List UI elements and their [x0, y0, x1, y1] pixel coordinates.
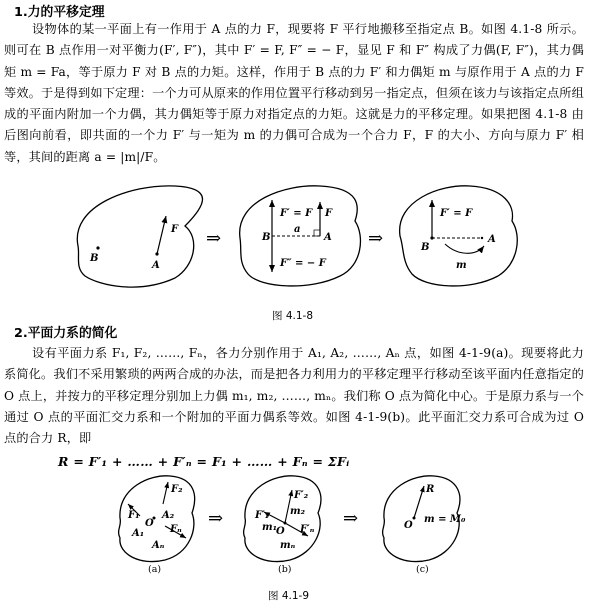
point-b: [96, 246, 99, 249]
label-f-double-prime: F″ = − F: [280, 258, 326, 269]
label-f: F: [325, 208, 333, 219]
section-1-paragraph: 设物体的某一平面上有一作用于 A 点的力 F，现要将 F 平行地搬移至指定点 B。如图 4.1-8 所示。则可在 B 点作用一对平衡力(F′, F″)，其中 F′ = F, F″ = − F，显见 F 和 F″ 构成了力偶(F, F″)，其力偶矩 m = Fa，等于原力 F 对 B 点的力矩。这样，作用于 B 点的力 F′ 和力偶矩 m 与原作用于 A 点的力 F 等效。于是得到如下定理：一个力可从原来的作用位置平行移动到另一指定点，但须在该力与该指定点所组成的平面内附加一个力偶，其力偶矩等于原力对指定点的力矩。这就是力的平移定理。如果把图 4.1-8 由后图向前看，即共面的一个力 F′ 与一矩为 m 的力偶可合成为一个合力 F，F 的大小、方向与原力 F′ 相等，其间的距离 a = |m|/F。: [4, 22, 584, 164]
label-b: B: [421, 242, 430, 253]
figure-4-1-8-caption: 图 4.1-8: [272, 310, 314, 322]
label-a1: A₁: [132, 528, 145, 539]
section-2-paragraph: 设有平面力系 F₁, F₂, ……, Fₙ，各力分别作用于 A₁, A₂, ……, Aₙ 点，如图 4-1-9(a)。现要将此力系简化。我们不采用繁琐的两两合成的办法，而是把各力利用力的平移定理平行移动至该平面内任意指定的 O 点上，并按力的平移定理分别加上力偶 m₁, m₂, ……, mₙ。我们称 O 点为简化中心。于是原力系与一个通过 O 点的平面汇交力系和一个附加的平面力偶系等效。如图 4-1-9(b)。此平面汇交力系可合成为过 O 点的合力 R，即: [4, 346, 584, 446]
label-b: B: [262, 232, 271, 243]
label-fn-prime: F′ₙ: [300, 524, 315, 535]
figure-4-1-9: [0, 468, 590, 580]
label-f1: F₁: [128, 510, 140, 521]
label-m1: m₁: [262, 522, 277, 533]
label-a2: A₂: [162, 510, 175, 521]
label-panel-a: (a): [148, 564, 162, 575]
resultant-equation: R = F′₁ + …… + F′ₙ = F₁ + …… + Fₙ = ΣFᵢ: [58, 454, 350, 469]
label-m: m: [456, 260, 467, 271]
label-f-prime: F′ = F: [280, 208, 313, 219]
equivalence-arrow: ⇒: [343, 508, 359, 529]
body-outline: [77, 186, 202, 287]
label-r: R: [426, 484, 435, 495]
label-f2: F₂: [171, 484, 183, 495]
label-f: F: [171, 224, 179, 235]
label-a: A: [324, 232, 332, 243]
label-f-prime: F′ = F: [440, 208, 473, 219]
label-panel-c: (c): [416, 564, 429, 575]
label-distance-a: a: [294, 224, 301, 235]
force-f: [157, 216, 166, 254]
equivalence-arrow: ⇒: [368, 228, 384, 249]
label-b: B: [90, 253, 99, 264]
label-f1-prime: F′₁: [255, 510, 270, 521]
couple-moment-m: [445, 244, 484, 253]
label-m2: m₂: [290, 506, 305, 517]
label-o: O: [404, 520, 413, 531]
label-a: A: [488, 234, 496, 245]
equivalence-arrow: ⇒: [206, 228, 222, 249]
label-mn: mₙ: [280, 540, 296, 551]
label-m-m0: m = M₀: [424, 514, 466, 525]
label-fn: Fₙ: [170, 524, 182, 535]
label-an: Aₙ: [152, 540, 165, 551]
section-1-heading: 1.力的平移定理: [14, 5, 105, 20]
label-a: A: [152, 260, 160, 271]
figure-4-1-8: [0, 176, 590, 306]
label-o: O: [276, 526, 285, 537]
equivalence-arrow: ⇒: [208, 508, 224, 529]
label-f2-prime: F′₂: [294, 490, 309, 501]
label-o: O: [145, 518, 154, 529]
body-outline: [240, 186, 361, 286]
section-2-heading: 2.平面力系的简化: [14, 326, 118, 341]
label-panel-b: (b): [278, 564, 292, 575]
figure-4-1-9-caption: 图 4.1-9: [268, 590, 310, 602]
resultant-r: [414, 486, 424, 518]
